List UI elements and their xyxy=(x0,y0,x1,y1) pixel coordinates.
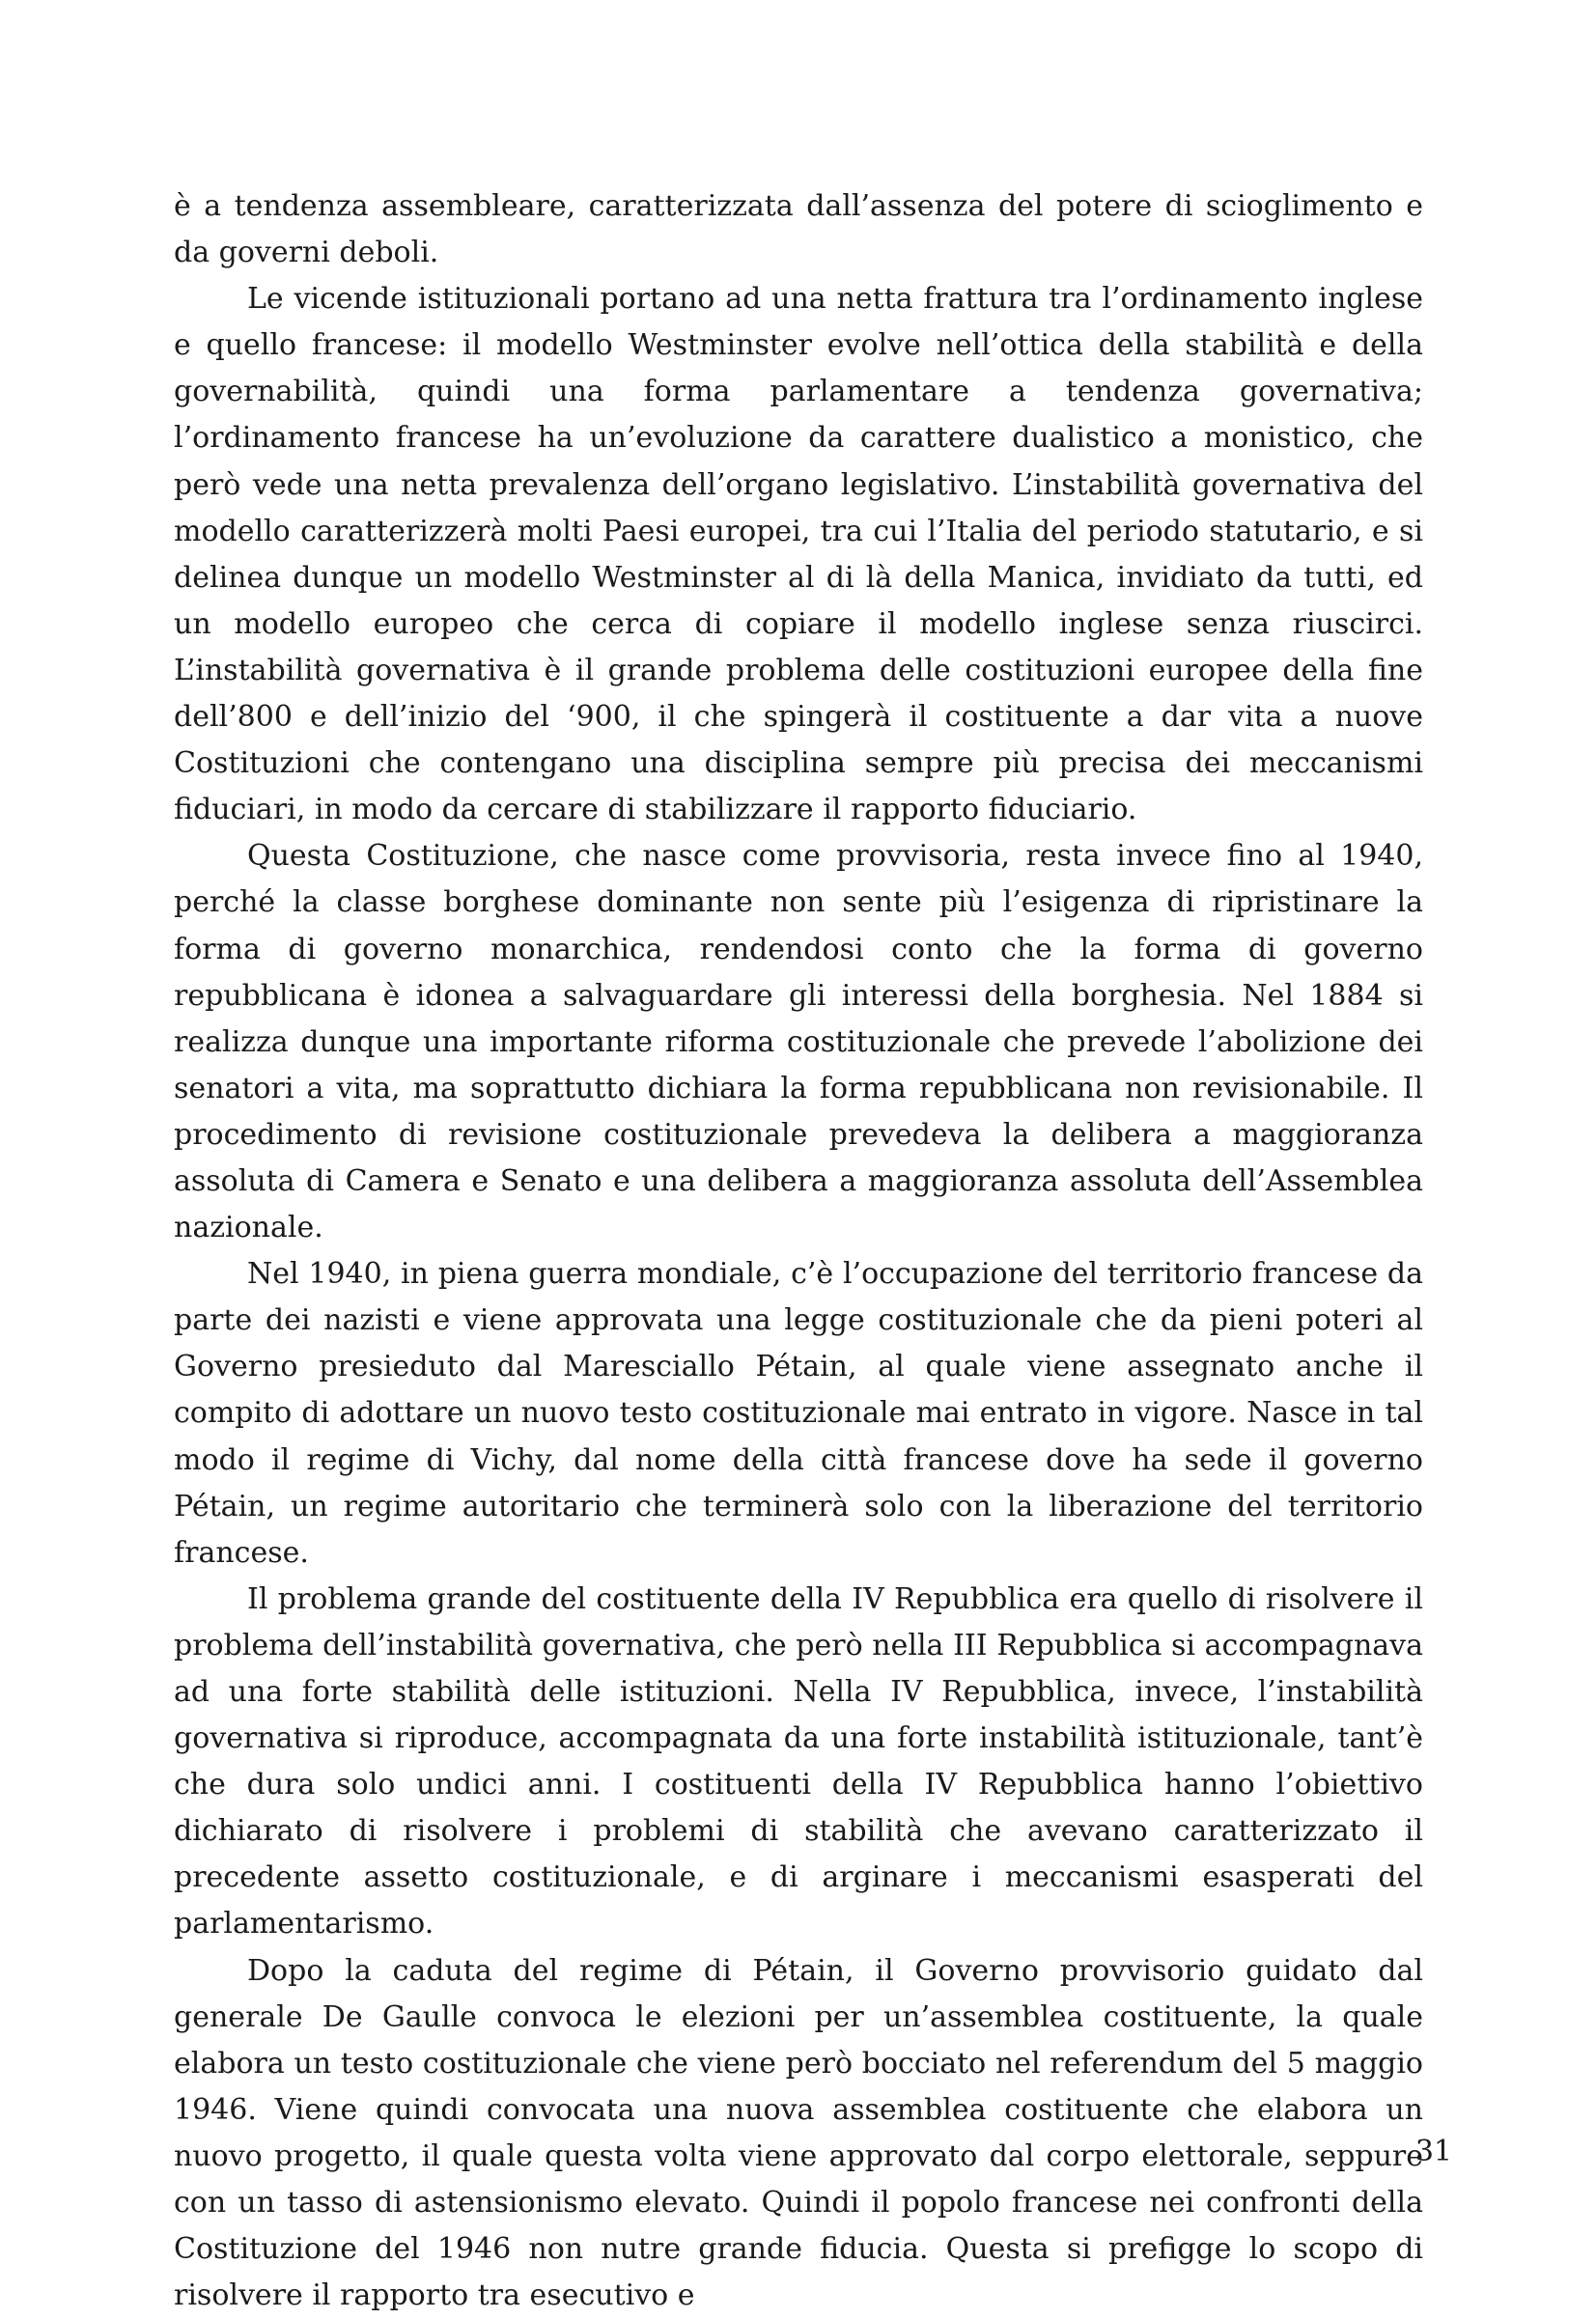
paragraph-continuation: è a tendenza assembleare, caratterizzata dall’assenza del potere di scioglimento e da governi deboli. xyxy=(174,189,1423,270)
body-text xyxy=(174,183,1423,2319)
paragraph: Dopo la caduta del regime di Pétain, il Governo provvisorio guidato dal generale De Gaulle convoca le elezioni per un’assemblea costituente, la quale elabora un testo costituzionale che viene però bocciato nel referendum del 5 maggio 1946. Viene quindi convocata una nuova assemblea costituente che elabora un nuovo progetto, il quale questa volta viene approvato dal corpo elettorale, seppure con un tasso di astensionismo elevato. Quindi il popolo francese nei confronti della Costituzione del 1946 non nutre grande fiducia. Questa si prefigge lo scopo di risolvere il rapporto tra esecutivo e xyxy=(174,1953,1423,2313)
paragraph: Le vicende istituzionali portano ad una netta frattura tra l’ordinamento inglese e quello francese: il modello Westminster evolve nell’ottica della stabilità e della governabilità, quindi una forma parlamentare a tendenza governativa; l’ordinamento francese ha un’evoluzione da carattere dualistico a monistico, che però vede una netta prevalenza dell’organo legislativo. L’instabilità governativa del modello caratterizzerà molti Paesi europei, tra cui l’Italia del periodo statutario, e si delinea dunque un modello Westminster al di là della Manica, invidiato da tutti, ed un modello europeo che cerca di copiare il modello inglese senza riuscirci. L’instabilità governativa è il grande problema delle costituzioni europee della fine dell’800 e dell’inizio del ‘900, il che spingerà il costituente a dar vita a nuove Costituzioni che contengano una disciplina sempre più precisa dei meccanismi fiduciari, in modo da cercare di stabilizzare il rapporto fiduciario. xyxy=(174,282,1423,827)
page-number: 31 xyxy=(1414,2135,1452,2168)
paragraph: Il problema grande del costituente della IV Repubblica era quello di risolvere il problema dell’instabilità governativa, che però nella III Repubblica si accompagnava ad una forte stabilità delle istituzioni. Nella IV Repubblica, invece, l’instabilità governativa si riproduce, accompagnata da una forte instabilità istituzionale, tant’è che dura solo undici anni. I costituenti della IV Repubblica hanno l’obiettivo dichiarato di risolvere i problemi di stabilità che avevano caratterizzato il precedente assetto costituzionale, e di arginare i meccanismi esasperati del parlamentarismo. xyxy=(174,1581,1423,1942)
paragraph: Questa Costituzione, che nasce come provvisoria, resta invece fino al 1940, perché la classe borghese dominante non sente più l’esigenza di ripristinare la forma di governo monarchica, rendendosi conto che la forma di governo repubblicana è idonea a salvaguardare gli interessi della borghesia. Nel 1884 si realizza dunque una importante riforma costituzionale che prevede l’abolizione dei senatori a vita, ma soprattutto dichiara la forma repubblicana non revisionabile. Il procedimento di revisione costituzionale prevedeva la delibera a maggioranza assoluta di Camera e Senato e una delibera a maggioranza assoluta dell’Assemblea nazionale. xyxy=(174,839,1423,1245)
paragraph: Nel 1940, in piena guerra mondiale, c’è l’occupazione del territorio francese da parte dei nazisti e viene approvata una legge costituzionale che da pieni poteri al Governo presieduto dal Maresciallo Pétain, al quale viene assegnato anche il compito di adottare un nuovo testo costituzionale mai entrato in vigore. Nasce in tal modo il regime di Vichy, dal nome della città francese dove ha sede il governo Pétain, un regime autoritario che terminerà solo con la liberazione del territorio francese. xyxy=(174,1257,1423,1570)
